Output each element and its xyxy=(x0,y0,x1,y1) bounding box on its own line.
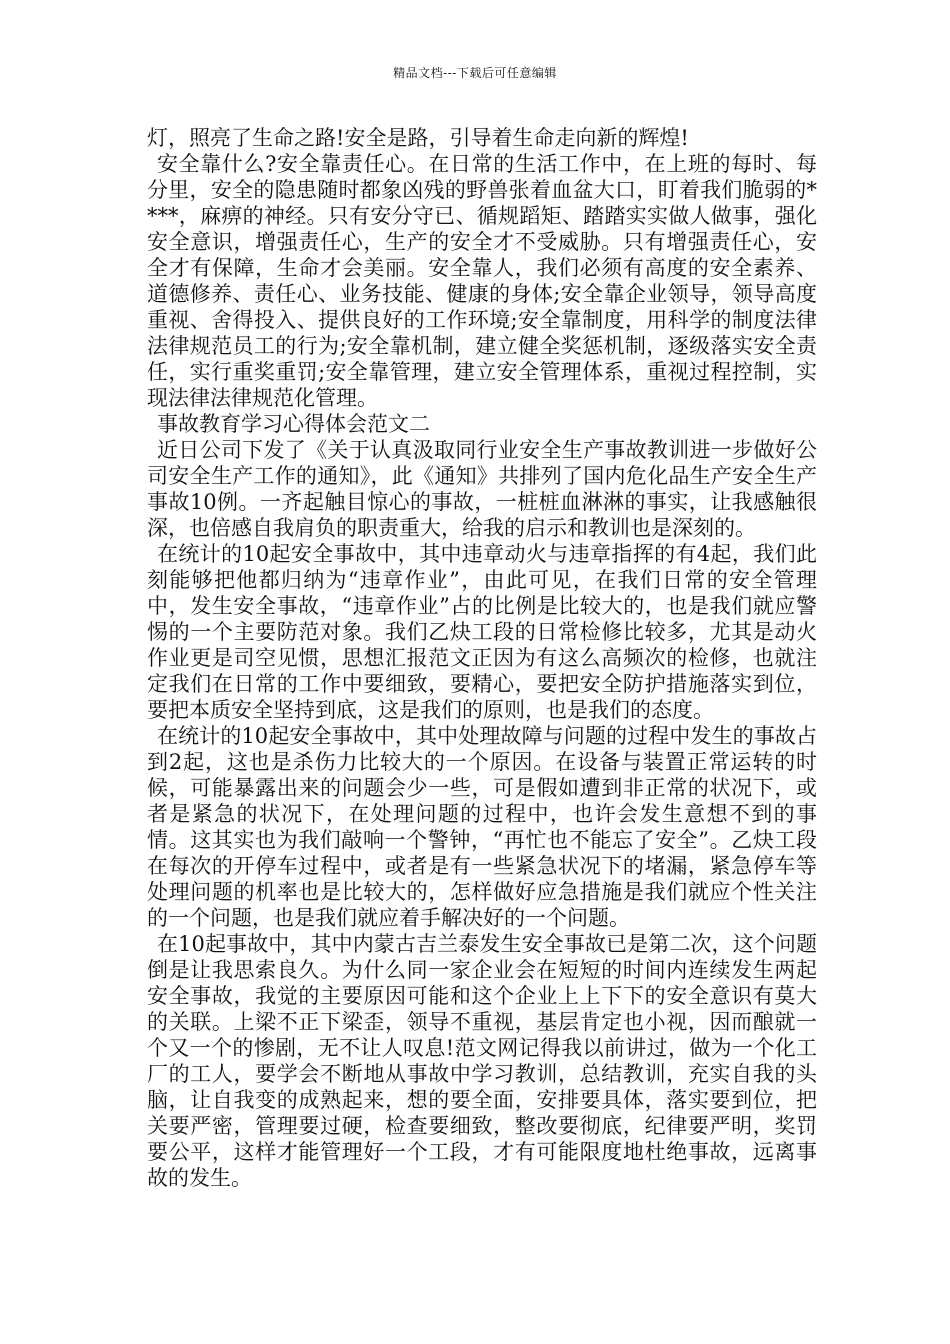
paragraph-violations: 在统计的10起安全事故中，其中违章动火与违章指挥的有4起，我们此刻能够把他都归纳为“违章作业”，由此可见，在我们日常的安全管理中，发生安全事故，“违章作业”占的比例是比较大的，也是我们就应警惕的一个主要防范对象。我们乙炔工段的日常检修比较多，尤其是动火作业更是司空见惯，思想汇报范文正因为有这么高频次的检修，也就注定我们在日常的工作中要细致，要精心，要把安全防护措施落实到位，要把本质安全坚持到底，这是我们的原则，也是我们的态度。 xyxy=(147,542,817,722)
paragraph-notice: 近日公司下发了《关于认真汲取同行业安全生产事故教训进一步做好公司安全生产工作的通知》，此《通知》共排列了国内危化品生产安全生产事故10例。一齐起触目惊心的事故，一桩桩血淋淋的事实，让我感触很深，也倍感自我肩负的职责重大，给我的启示和教训也是深刻的。 xyxy=(147,438,817,540)
paragraph-fault-handling: 在统计的10起安全事故中，其中处理故障与问题的过程中发生的事故占到2起，这也是杀伤力比较大的一个原因。在设备与装置正常运转的时候，可能暴露出来的问题会少一些，可是假如遭到非正常的状况下，或者是紧急的状况下，在处理问题的过程中，也许会发生意想不到的事情。这其实也为我们敲响一个警钟，“再忙也不能忘了安全”。乙炔工段在每次的开停车过程中，或者是有一些紧急状况下的堵漏，紧急停车等处理问题的机率也是比较大的，怎样做好应急措施是我们就应个性关注的一个问题，也是我们就应着手解决好的一个问题。 xyxy=(147,724,817,930)
paragraph-continuation: 灯，照亮了生命之路!安全是路，引导着生命走向新的辉煌! xyxy=(147,126,689,150)
paragraph-safety-responsibility: 安全靠什么?安全靠责任心。在日常的生活工作中，在上班的每时、每分里，安全的隐患随时都象凶残的野兽张着血盆大口，盯着我们脆弱的****，麻痹的神经。只有安分守已、循规蹈矩、踏踏实实做人做事，强化安全意识，增强责任心，生产的安全才不受威胁。只有增强责任心，安全才有保障，生命才会美丽。安全靠人，我们必须有高度的安全素养、道德修养、责任心、业务技能、健康的身体;安全靠企业领导，领导高度重视、舍得投入、提供良好的工作环境;安全靠制度，用科学的制度法律法律规范员工的行为;安全靠机制，建立健全奖惩机制，逐级落实安全责任，实行重奖重罚;安全靠管理，建立安全管理体系，重视过程控制，实现法律法律规范化管理。 xyxy=(147,152,817,410)
paragraph-repeat-accidents: 在10起事故中，其中内蒙古吉兰泰发生安全事故已是第二次，这个问题倒是让我思索良久。为什么同一家企业会在短短的时间内连续发生两起安全事故，我觉的主要原因可能和这个企业上上下下的安全意识有莫大的关联。上梁不正下梁歪，领导不重视，基层肯定也小视，因而酿就一个又一个的惨剧，无不让人叹息!范文网记得我以前讲过，做为一个化工厂的工人，要学会不断地从事故中学习教训，总结教训，充实自我的头脑，让自我变的成熟起来，想的要全面，安排要具体，落实要到位，把关要严密，管理要过硬，检查要细致，整改要彻底，纪律要严明，奖罚要公平，这样才能管理好一个工段，才有可能限度地杜绝事故，远离事故的发生。 xyxy=(147,932,817,1190)
section-title: 事故教育学习心得体会范文二 xyxy=(157,412,430,436)
page-header: 精品文档---下载后可任意编辑 xyxy=(393,66,557,80)
document-body xyxy=(147,125,817,1191)
